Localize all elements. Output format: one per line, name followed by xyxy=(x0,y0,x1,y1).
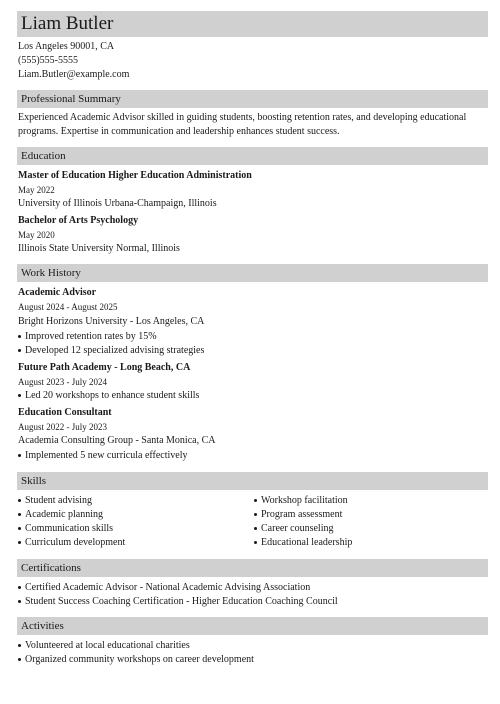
bullet-icon xyxy=(18,499,21,502)
section-header-work xyxy=(17,264,488,282)
candidate-name: Liam Butler xyxy=(21,13,114,34)
job-organization: Bright Horizons University - Los Angeles, CA xyxy=(18,316,205,327)
section-header-skills xyxy=(17,472,488,490)
section-header-education xyxy=(17,147,488,165)
section-title: Professional Summary xyxy=(21,93,121,105)
section-title: Education xyxy=(21,150,66,162)
summary-text: Experienced Academic Advisor skilled in guiding students, boosting retention rates, and developing educational programs. Expertise in communication and leadership enhances student success. xyxy=(18,112,467,137)
bullet-icon xyxy=(254,499,257,502)
education-degree: Bachelor of Arts Psychology xyxy=(18,215,139,226)
job-dates: August 2023 - July 2024 xyxy=(18,377,108,387)
contact-address: Los Angeles 90001, CA xyxy=(18,41,115,52)
contact-phone: (555)555-5555 xyxy=(18,55,78,66)
bullet-icon xyxy=(18,600,21,603)
education-date: May 2022 xyxy=(18,185,55,195)
section-title: Activities xyxy=(21,620,64,632)
job-dates: August 2022 - July 2023 xyxy=(18,422,108,432)
section-title: Work History xyxy=(21,267,81,279)
section-header-summary xyxy=(17,90,488,108)
bullet-icon xyxy=(254,527,257,530)
education-school: Illinois State University Normal, Illinois xyxy=(18,243,180,254)
bullet-icon xyxy=(18,527,21,530)
bullet-icon xyxy=(18,541,21,544)
section-title: Certifications xyxy=(21,562,81,574)
job-dates: August 2024 - August 2025 xyxy=(18,302,118,312)
section-title: Skills xyxy=(21,475,47,487)
job-title: Academic Advisor xyxy=(18,287,97,298)
education-date: May 2020 xyxy=(18,230,55,240)
bullet-icon xyxy=(18,658,21,661)
bullet-icon xyxy=(18,586,21,589)
education-degree: Master of Education Higher Education Administration xyxy=(18,170,252,181)
education-school: University of Illinois Urbana-Champaign, Illinois xyxy=(18,198,217,209)
bullet-icon xyxy=(18,335,21,338)
bullet-icon xyxy=(18,349,21,352)
contact-email: Liam.Butler@example.com xyxy=(18,69,130,80)
job-title: Future Path Academy - Long Beach, CA xyxy=(18,362,191,373)
bullet-icon xyxy=(18,644,21,647)
bullet-icon xyxy=(18,454,21,457)
name-bar xyxy=(17,11,488,37)
bullet-icon xyxy=(18,394,21,397)
bullet-icon xyxy=(18,513,21,516)
resume-page: Liam Butler Los Angeles 90001, CA (555)555-5555 Liam.Butler@example.com Professional Summary Experienced Academic Advisor skilled in guiding students, boosting retention rates, and developing educational programs. Expertise in communication and leadership enhances student success. Education Master of Education Higher Education Administration May 2022 University of Illinois Urbana-Champaign, Illinois Bachelor of Arts Psychology May 2020 Illinois State University Normal, Illinois Work History Academic Advisor August 2024 - August 2025 Bright Horizons University - Los Angeles, CA Improved retention rates by 15% Developed 12 specialized advising strategies Future Path Academy - Long Beach, CA August 2023 - July 2024 Led 20 workshops to enhance student skills Education Consultant August 2022 - July 2023 Academia Consulting Group - Santa Monica, CA Implemented 5 new curricula effectively Skills Student advising Academic planning Communication skills Curriculum development Workshop facilitation Program assessment Career counseling Educational leadership Certifications Certified Academic Advisor - National Academic Advising Association Student Success Coaching Certification - Higher Education Coaching Council Activities Volunteered at local educational charities Organized community workshops on career development xyxy=(0,0,500,704)
section-header-certifications xyxy=(17,559,488,577)
bullet-icon xyxy=(254,541,257,544)
section-header-activities xyxy=(17,617,488,635)
job-organization: Academia Consulting Group - Santa Monica, CA xyxy=(18,435,216,446)
bullet-icon xyxy=(254,513,257,516)
job-title: Education Consultant xyxy=(18,407,112,418)
